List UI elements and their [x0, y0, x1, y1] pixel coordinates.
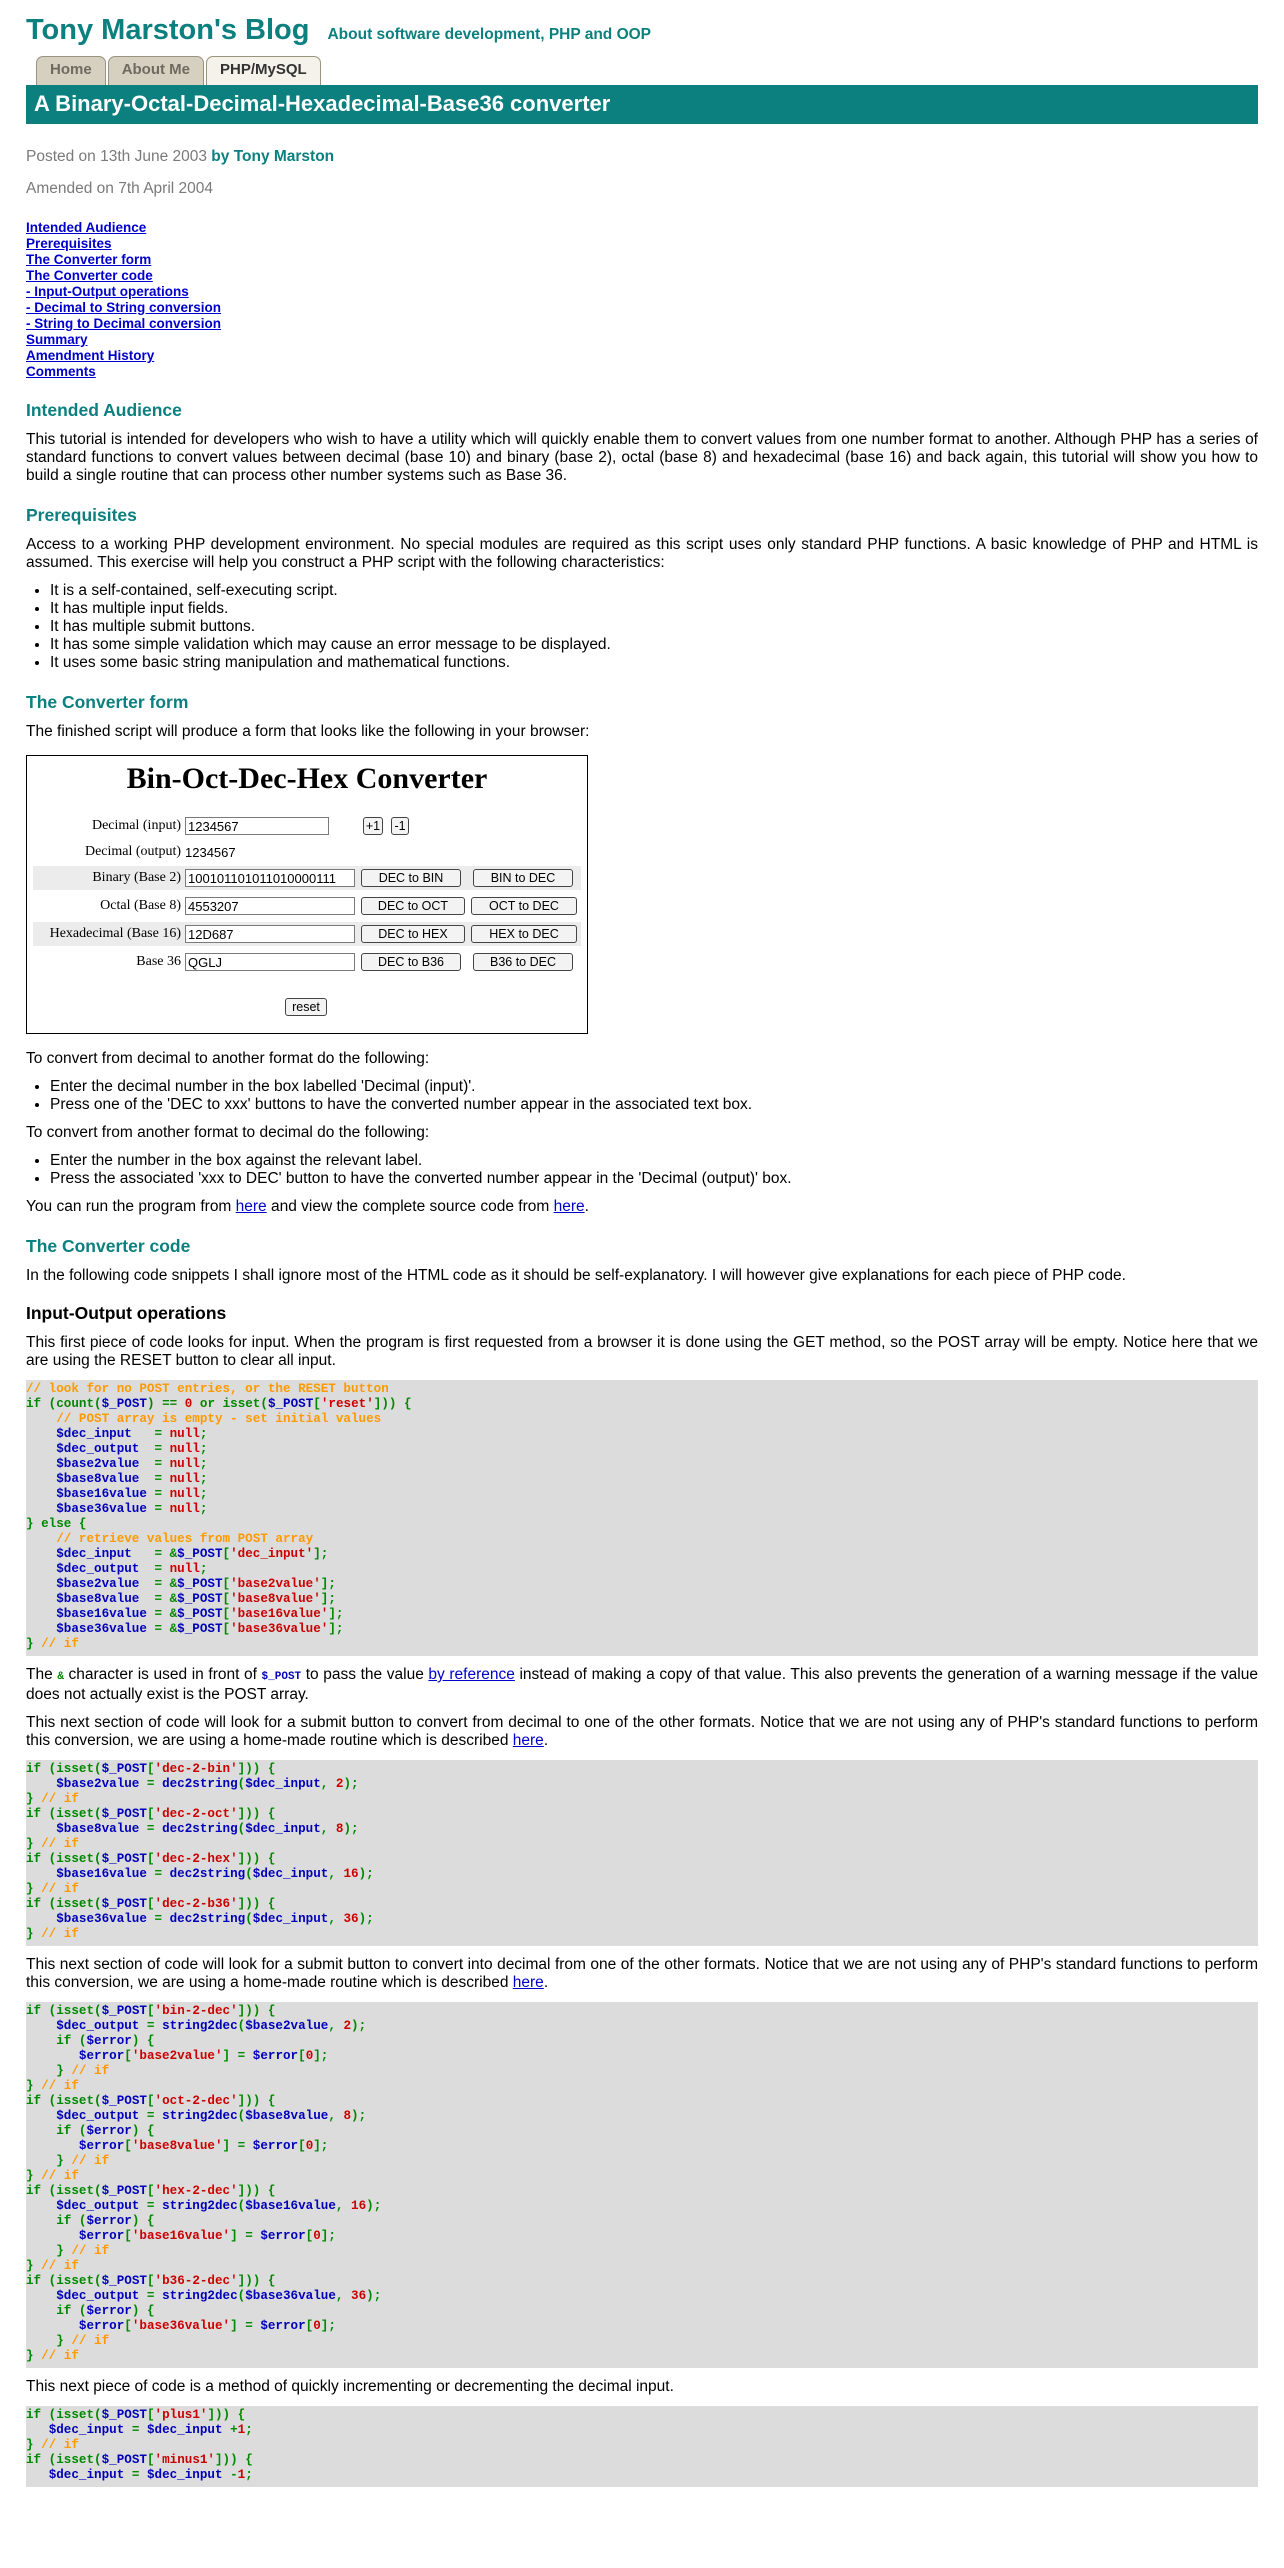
- toc-link[interactable]: Prerequisites: [26, 236, 112, 251]
- code-line: $base8value = &$_POST['base8value'];: [56, 1592, 336, 1606]
- code-line: $base16value = null;: [56, 1487, 208, 1501]
- dec-to-bin-button[interactable]: DEC to BIN: [361, 869, 461, 887]
- source-code-link[interactable]: here: [553, 1198, 585, 1215]
- code-line: $base8value = null;: [56, 1472, 208, 1486]
- code-line: $dec_output = string2dec($base8value, 8);: [56, 2109, 367, 2123]
- dec-to-hex-button[interactable]: DEC to HEX: [361, 925, 465, 943]
- string-to-dec-text: This next section of code will look for a submit button to convert into decimal from one of the other formats. Notice that we are not using any of PHP's standard functions to perform this conversion, we are using a home-made routine which is described here.: [26, 1956, 1258, 1991]
- prereq-text: Access to a working PHP development environment. No special modules are required as this script uses only standard PHP functions. A basic knowledge of PHP and HTML is assumed. This exercise will help you construct a PHP script with the following characteristics:: [26, 536, 1258, 571]
- code-line: // retrieve values from POST array: [56, 1532, 314, 1546]
- run-program-text: You can run the program from here and view the complete source code from here.: [26, 1198, 589, 1215]
- dec-to-string-text: This next section of code will look for a submit button to convert from decimal to one of the other formats. Notice that we are not using any of PHP's standard functions to perform this conversion, we are using a home-made routine which is described here.: [26, 1714, 1258, 1749]
- binary-field[interactable]: 100101101011010000111: [185, 869, 355, 887]
- code-line: if (isset($_POST['bin-2-dec'])) {: [26, 2004, 276, 2018]
- hexadecimal-field[interactable]: 12D687: [185, 925, 355, 943]
- code-line: } // if: [26, 1837, 79, 1851]
- to-other-intro: To convert from decimal to another format do the following:: [26, 1050, 430, 1067]
- amended-line: Amended on 7th April 2004: [26, 180, 213, 197]
- toc-link[interactable]: The Converter code: [26, 268, 153, 283]
- site-tagline: About software development, PHP and OOP: [327, 26, 652, 43]
- code-line: $base16value = &$_POST['base16value'];: [56, 1607, 344, 1621]
- list-item: • Press one of the 'DEC to xxx' buttons to have the converted number appear in the associated text box.: [50, 1096, 1258, 1114]
- by-reference-link[interactable]: by reference: [428, 1666, 515, 1683]
- code-line: if ($error) {: [56, 2304, 155, 2318]
- code-line: if (isset($_POST['hex-2-dec'])) {: [26, 2184, 276, 2198]
- code-line: // POST array is empty - set initial values: [56, 1412, 382, 1426]
- base36-field[interactable]: QGLJ: [185, 953, 355, 971]
- code-line: $dec_output = string2dec($base2value, 2);: [56, 2019, 367, 2033]
- code-line: $error['base8value'] = $error[0];: [78, 2139, 329, 2153]
- code-line: if (isset($_POST['dec-2-b36'])) {: [26, 1897, 276, 1911]
- code-line: $dec_input = $dec_input -1;: [48, 2468, 253, 2482]
- code-line: $base2value = &$_POST['base2value'];: [56, 1577, 336, 1591]
- heading-converter-code: The Converter code: [26, 1236, 191, 1256]
- code-line: if (isset($_POST['plus1'])) {: [26, 2408, 246, 2422]
- code-line: $dec_output = string2dec($base16value, 16);: [56, 2199, 382, 2213]
- posted-line: [26, 148, 1258, 166]
- toc-link[interactable]: - String to Decimal conversion: [26, 316, 222, 331]
- code-line: } // if: [26, 2244, 110, 2258]
- list-item: • It is a self-contained, self-executing script.: [50, 582, 1258, 600]
- increment-text: This next piece of code is a method of quickly incrementing or decrementing the decimal input.: [26, 2378, 674, 2395]
- to-other-list: [26, 1078, 1258, 1114]
- code-line: } // if: [26, 2438, 79, 2452]
- table-of-contents: [26, 220, 1258, 380]
- dec-to-b36-button[interactable]: DEC to B36: [361, 953, 461, 971]
- hexadecimal-row: [33, 922, 581, 946]
- toc-link[interactable]: Comments: [26, 364, 96, 379]
- code-line: if ($error) {: [56, 2214, 155, 2228]
- toc-link[interactable]: The Converter form: [26, 252, 152, 267]
- code-line: $base16value = dec2string($dec_input, 16);: [56, 1867, 374, 1881]
- code-line: $dec_input = &$_POST['dec_input'];: [56, 1547, 329, 1561]
- reset-button[interactable]: reset: [285, 998, 327, 1016]
- code-line: $base8value = dec2string($dec_input, 8);: [56, 1822, 359, 1836]
- code-line: } // if: [26, 2259, 79, 2273]
- decimal-output-row: [33, 840, 581, 864]
- tab-about-me[interactable]: About Me: [108, 56, 204, 85]
- run-program-link[interactable]: here: [235, 1198, 267, 1215]
- code-block-string-to-dec: [26, 2002, 1258, 2368]
- code-line: $error['base36value'] = $error[0];: [78, 2319, 336, 2333]
- code-line: $base2value = dec2string($dec_input, 2);: [56, 1777, 359, 1791]
- octal-row: [33, 894, 581, 918]
- tab-home[interactable]: Home: [36, 56, 106, 85]
- code-line: } // if: [26, 1927, 79, 1941]
- code-line: } // if: [26, 2334, 110, 2348]
- code-line: $base36value = dec2string($dec_input, 36);: [56, 1912, 374, 1926]
- toc-link[interactable]: Intended Audience: [26, 220, 147, 235]
- code-line: $dec_output = null;: [56, 1442, 208, 1456]
- tab-php-mysql[interactable]: PHP/MySQL: [206, 56, 321, 85]
- dec2string-link[interactable]: here: [512, 1732, 544, 1749]
- converter-title: Bin-Oct-Dec-Hex Converter: [126, 762, 488, 795]
- binary-row: [33, 866, 581, 890]
- code-intro: In the following code snippets I shall ignore most of the HTML code as it should be self-explanatory. I will however give explanations for each piece of PHP code.: [26, 1267, 1126, 1284]
- toc-link[interactable]: - Decimal to String conversion: [26, 300, 222, 315]
- heading-converter-form: The Converter form: [26, 692, 189, 712]
- code-line: if (isset($_POST['minus1'])) {: [26, 2453, 253, 2467]
- string2dec-link[interactable]: here: [512, 1974, 544, 1991]
- hex-to-dec-button[interactable]: HEX to DEC: [471, 925, 577, 943]
- posted-date: Posted on 13th June 2003: [26, 148, 207, 165]
- list-item: • It has multiple input fields.: [50, 600, 1258, 618]
- code-line: $error['base16value'] = $error[0];: [78, 2229, 336, 2243]
- code-line: if (isset($_POST['dec-2-bin'])) {: [26, 1762, 276, 1776]
- code-line: if (isset($_POST['dec-2-hex'])) {: [26, 1852, 276, 1866]
- code-line: $base36value = null;: [56, 1502, 208, 1516]
- code-line: if ($error) {: [56, 2124, 155, 2138]
- code-block-dec-to-string: [26, 1760, 1258, 1946]
- amp-text: The & character is used in front of $_POST to pass the value by reference instead of making a copy of that value. This also prevents the generation of a warning message if the value does not actually exist is the POST array.: [26, 1666, 1258, 1703]
- heading-intended-audience: Intended Audience: [26, 400, 182, 420]
- code-line: } // if: [26, 1882, 79, 1896]
- audience-text: This tutorial is intended for developers who wish to have a utility which will quickly enable them to convert values from one number format to another. Although PHP has a series of standard functions to convert values between decimal (base 10) and binary (base 2), octal (base 8) and hexadecimal (base 16) and back again, this tutorial will show you how to build a single routine that can process other number systems such as Base 36.: [26, 431, 1258, 484]
- code-line: if (isset($_POST['b36-2-dec'])) {: [26, 2274, 276, 2288]
- bin-to-dec-button[interactable]: BIN to DEC: [473, 869, 573, 887]
- code-line: } // if: [26, 2079, 79, 2093]
- octal-field[interactable]: 4553207: [185, 897, 355, 915]
- author-link[interactable]: by Tony Marston: [211, 148, 335, 165]
- list-item: • It has some simple validation which may cause an error message to be displayed.: [50, 636, 1258, 654]
- list-item: • Press the associated 'xxx to DEC' button to have the converted number appear in the 'Decimal (output)' box.: [50, 1170, 1258, 1188]
- code-line: } // if: [26, 1792, 79, 1806]
- oct-to-dec-button[interactable]: OCT to DEC: [471, 897, 577, 915]
- binary-label: Binary (Base 2): [92, 870, 181, 885]
- site-title[interactable]: Tony Marston's Blog: [26, 14, 310, 46]
- code-line: if (isset($_POST['dec-2-oct'])) {: [26, 1807, 276, 1821]
- list-item: • It has multiple submit buttons.: [50, 618, 1258, 636]
- decimal-input-field[interactable]: 1234567: [185, 817, 329, 835]
- plus-one-button[interactable]: +1: [363, 817, 383, 835]
- decimal-output-label: Decimal (output): [84, 844, 181, 859]
- code-line: // look for no POST entries, or the RESET button: [26, 1382, 389, 1396]
- minus-one-button[interactable]: -1: [391, 817, 409, 835]
- list-item: • Enter the number in the box against the relevant label.: [50, 1152, 1258, 1170]
- io-text: This first piece of code looks for input. When the program is first requested from a browser it is done using the GET method, so the POST array will be empty. Notice here that we are using the RESET button to clear all input.: [26, 1334, 1258, 1369]
- decimal-input-row: [33, 814, 581, 838]
- code-line: $base36value = &$_POST['base36value'];: [56, 1622, 344, 1636]
- code-block-input-output: [26, 1380, 1258, 1656]
- code-line: $error['base2value'] = $error[0];: [78, 2049, 329, 2063]
- decimal-output-value: 1234567: [185, 844, 236, 860]
- list-item: • It uses some basic string manipulation and mathematical functions.: [50, 654, 1258, 672]
- prereq-list: [26, 582, 1258, 672]
- code-line: if (count($_POST) == 0 or isset($_POST['reset'])) {: [26, 1397, 412, 1411]
- base36-label: Base 36: [136, 954, 181, 969]
- code-line: } // if: [26, 2154, 110, 2168]
- code-line: } // if: [26, 2064, 110, 2078]
- converter-form: [26, 755, 588, 1034]
- code-line: $dec_output = null;: [56, 1562, 208, 1576]
- decimal-input-label: Decimal (input): [91, 818, 181, 833]
- to-dec-intro: To convert from another format to decimal do the following:: [26, 1124, 430, 1141]
- code-line: $base2value = null;: [56, 1457, 208, 1471]
- to-dec-list: [26, 1152, 1258, 1188]
- code-line: } // if: [26, 2349, 79, 2363]
- list-item: • Enter the decimal number in the box labelled 'Decimal (input)'.: [50, 1078, 1258, 1096]
- nav-tabs: [36, 56, 1258, 85]
- toc-link[interactable]: Summary: [26, 332, 88, 347]
- toc-link[interactable]: - Input-Output operations: [26, 284, 189, 299]
- base36-row: [33, 950, 581, 974]
- page-title: A Binary-Octal-Decimal-Hexadecimal-Base36 converter: [26, 85, 1258, 124]
- code-line: } // if: [26, 1637, 79, 1651]
- form-intro: The finished script will produce a form that looks like the following in your browser:: [26, 723, 590, 740]
- code-line: $dec_input = $dec_input +1;: [48, 2423, 253, 2437]
- code-line: } // if: [26, 2169, 79, 2183]
- code-block-increment: [26, 2406, 1258, 2487]
- dec-to-oct-button[interactable]: DEC to OCT: [361, 897, 465, 915]
- heading-input-output: Input-Output operations: [26, 1303, 227, 1323]
- b36-to-dec-button[interactable]: B36 to DEC: [473, 953, 573, 971]
- code-line: $dec_input = null;: [56, 1427, 208, 1441]
- code-line: } else {: [26, 1517, 87, 1531]
- octal-label: Octal (Base 8): [100, 898, 181, 913]
- code-line: if ($error) {: [56, 2034, 155, 2048]
- code-line: $dec_output = string2dec($base36value, 36);: [56, 2289, 382, 2303]
- hexadecimal-label: Hexadecimal (Base 16): [49, 926, 181, 941]
- toc-link[interactable]: Amendment History: [26, 348, 155, 363]
- code-line: if (isset($_POST['oct-2-dec'])) {: [26, 2094, 276, 2108]
- heading-prerequisites: Prerequisites: [26, 505, 137, 525]
